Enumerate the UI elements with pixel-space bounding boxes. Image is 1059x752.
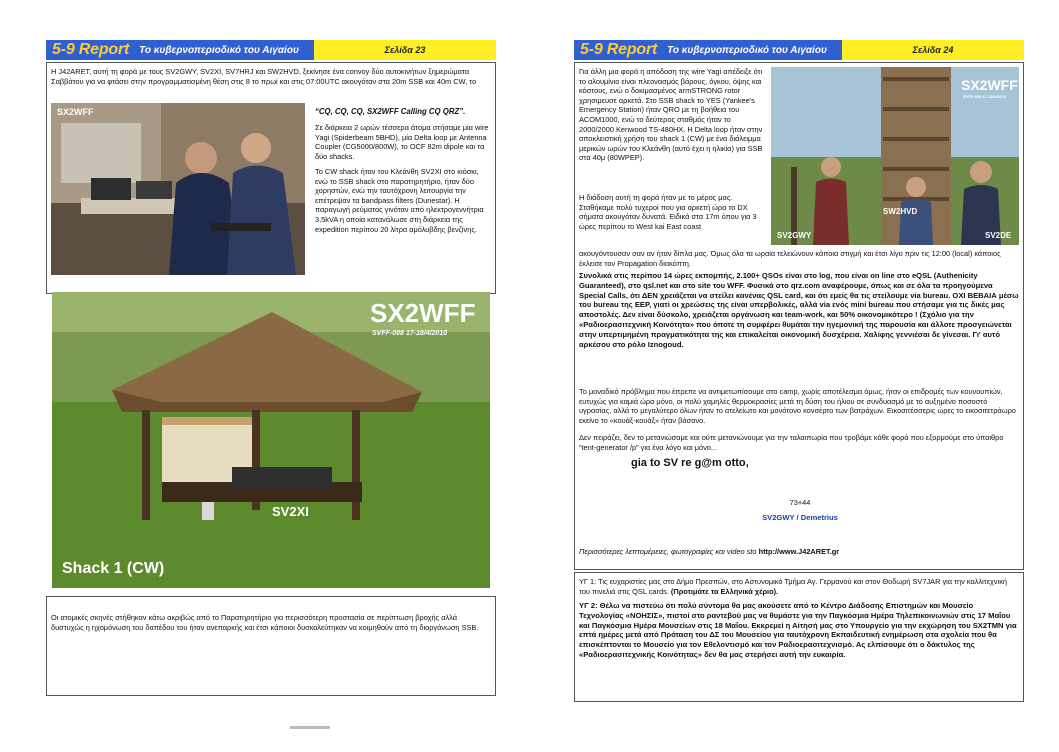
left-top-box <box>46 62 496 294</box>
signature-number: 73+44 <box>789 498 811 507</box>
right-magazine-subtitle: Το κυβερνοπεριοδικό του Αιγαίου <box>667 44 827 56</box>
photo3-label-c: SV2DE <box>985 231 1012 240</box>
right-ps-box <box>574 572 1024 702</box>
photo2-operator: SV2XI <box>272 504 309 519</box>
right-para-no-regrets: Δεν πειράζει, δεν το μετανιώσαμε και ούτε μετανιώνουμε για την ταλαιπωρία που τροβάμε κάθε φορά που εξορμούμε στο ύπαιθρο “tent-generator /p” για ένα λόγο και μόνο... <box>579 433 1004 452</box>
photo-kiosk-shack <box>52 292 490 588</box>
right-para-propagation-cont: ακουγόντουσαν σαν αν ήταν δίπλα μας. Όμως όλα τα ωραία τελειώνουν κάποια στιγμή και έτσι λίγο πριν τις 12:00 (local) κάποιος έκλεισε τον Propagation διακόπτη. <box>579 249 1001 268</box>
left-page <box>46 40 496 720</box>
photo3-reference: SVFF-008 17-18/4/2010 <box>963 94 1006 99</box>
photo2-reference: SVFF-008 17-18/4/2010 <box>372 330 448 337</box>
scan-mark <box>290 726 330 729</box>
right-para-propagation: Η διάδοση αυτή τη φορά ήταν με το μέρος μας. Σταθήκαμε πολύ τυχεροί που για αρκετή ώρα το DX σήματα ακουγόταν δυνατά. Ειδικά στα 17m όπου για 3 ώρες περίπου το West kai East coast <box>579 193 757 231</box>
left-page-number: Σελίδα 23 <box>314 40 496 60</box>
right-slogan: gia to SV re g@m otto, <box>631 457 749 469</box>
right-page <box>574 40 1024 720</box>
photo2-caption: Shack 1 (CW) <box>62 560 165 577</box>
photo1-label: SX2WFF <box>57 107 94 117</box>
ps2-text: ΥΓ 2: Θέλω να πιστεύω ότι πολύ σύντομα θα μας ακούσετε από το Κέντρο Διάδοσης Επιστημών και Μουσείο Τεχνολογίας «ΝΟΗΣΙΣ», πιστοί στο ραντεβού μας να θυμάστε για την Παγκόσμια Ημέρα Τηλεπικοινωνιών στις 17 Μαΐου και Παγκόσμια Ημέρα Μουσείων στις 18 Μαΐου. Εκκρεμεί η Αίτησή μας στο Υπουργείο για την εκχώρηση του SX2TMN για επτά ημέρες μετά από Πρόταση του ΔΣ του Μουσείου για ταυτόχρονη Εκπαιδευτική ενημέρωση στα σχολεία που θα επισκέπτονται το Μουσείο για τον Εθελοντισμό και τον Ραδιοερασιτεχνισμό. Ας ελπίσουμε ότι ο δάκτυλος της «Ραδιοερασιτεχνικής Κοινότητας» δεν θα μας στερήσει αυτή την ευκαιρία. <box>579 601 1017 659</box>
right-header <box>574 40 1024 60</box>
photo-shack-operators <box>51 103 305 275</box>
photo2-callsign: SX2WFF <box>370 298 476 328</box>
ps1-bold: (Προτιμάτε τα Ελληνικά χέριο). <box>670 586 779 596</box>
photo3-label-b: SW2HVD <box>883 207 918 216</box>
photo3-label-a: SV2GWY <box>777 231 812 240</box>
left-footer-text: Οι ατομικές σκηνές στήθηκαν κάτω ακριβώς από το Παρατηρητήριο για περισσότερη προστασία σε περίπτωση βροχής αλλά δυστυχώς η ηχομόνωση του δαπέδου του ήταν ανεπαρκής και έτσι κάποιοι δυσκολεύτηκαν να κοιμηθούν από τη διοργάνωση SSB. <box>51 613 479 632</box>
ps1-plain: ΥΓ 1: Τις ευχαριστίες μας στο Δήμο Πρεσπών, στο Αστυνομικό Τμήμα Αγ. Γερμανού και στον Θοδωρή SV7JAR για την καλλιτεχνική του πινελιά στις QSL cards. <box>579 577 1008 596</box>
right-qsl-info: Συνολικά στις περίπου 14 ώρες εκπομπής, 2.100+ QSOs είναι στο log, που είναι on line στο eQSL (Authenicity Guaranteed), στο qsl.net και στο site του WFF. Φυσικά στο qrz.com αναφέρουμε, όπως και σε όλα τα προηγούμενα Special Calls, ότι ΔΕΝ χρειάζεται να στείλει κανένας QSL card, και ότι εμείς θα τις στείλουμε via bureau. ΟΧΙ ΒΕΒΑΙΑ μέσω του bureau της ΕΕΡ, γιατί οι χρεώσεις της είναι υπερβολικές, αλλά via ενός mini bureau που στήσαμε για τις δικές μας αποστολές. Δεν είναι δύσκολο, χρειάζεται οργάνωση και team-work, και 50% οικονομικότερο ! (Σχόλιο για την «Ραδιοερασιτεχνική Κοινότητα» που όποτε τη συμφέρει θυμάται την ηγεμονική της παρουσία και άλλοτε προσγειώνεται στην υπερτιμημένη πραγματικότητα της και επικαλείται οικονομική δυσχέρεια. Χαλίφης γεννιέσαι δε γίνεσαι. Γι' αυτό αρκέσου στο ρόλο Iznogoud. <box>579 271 1019 349</box>
photo3-callsign: SX2WFF <box>961 77 1018 93</box>
right-para-problems: Το μοναδικό πρόβλημα που έπρεπε να αντιμετωπίσουμε στο camp, χωρίς αποτέλεσμα όμως, ήταν οι επιδρομές των κουνουπιών, ευτυχώς για καμιά ώρα μόνο, οι πολύ χαμηλές θερμοκρασίες μετά τη δύση του ήλιου σε συνδυασμό με το αυξημένο ποσοστό υγρασίας, αλλά το μεγαλύτερο όλων ήταν το ατελείωτο και μονότονο κονσέρτο των βατράχων. Εικοσιτέσσερις ώρες το εικοσιτετράωρο εκείνο το «κουάξ-κουάξ» ήταν βάσανο. <box>579 387 1016 425</box>
left-magazine-title: 5-9 Report <box>52 41 130 58</box>
left-header <box>46 40 496 60</box>
signature-name: SV2GWY / Demetrius <box>762 513 838 522</box>
cq-call-text: “CQ, CQ, CQ, SX2WFF Calling CQ QRZ”. <box>315 107 466 116</box>
left-para-antennas: Σε διάρκεια 2 ωρών τέσσερα άτομα στήσαμε μία wire Yagi (Spiderbeam 5BHD), μία Delta loop με Antenna Coupler (CG5000/800W), το OCF 82m dipole και τα δύο shacks. <box>315 123 489 161</box>
photo-tower-operators <box>771 67 1019 245</box>
left-footer-box <box>46 596 496 696</box>
photo-shack-operators-image <box>51 103 305 275</box>
more-info-text: Περισσότερες λεπτομέρειες, φωτογραφίες και video sto <box>579 547 759 556</box>
left-para-shacks: Το CW shack ήταν του Κλεάνθη SV2XI στο κιόσκι, ενώ το SSB shack στο παρατηρητήριο, ήταν δύο χορηστών, ενώ την ταυτόχρονη λειτουργία την επέτρεψαν τα bandpass filters (Dunestar). Η παραγωγή ρεύματος γινόταν από ηλεκτρογεννήτρια 3,5kVA η οποία κατανάλωσε στη διάρκεια της expedition περίπου 20 λίτρα αμόλυβδης βενζίνης. <box>315 167 484 234</box>
left-magazine-subtitle: Το κυβερνοπεριοδικό του Αιγαίου <box>139 44 299 56</box>
right-header-brand <box>574 40 842 60</box>
more-info-line <box>579 547 1019 557</box>
right-para-yagi: Για άλλη μια φορά η απόδοση της wire Yagi απέδειξε ότι το αλουμίνιο είναι πλεονασμός βάρους, όγκου, όψης και κόστους, ενώ ο δοκιμασμένος armSTRONG rotor χρησιμευσε αρκετά. Στο SSB shack το YES (Yankee's Emergency Station) ήταν QRO με τη βοήθεια του ACOM1000, ενώ το δεύτερος σταθμός ήταν το 2000/2000 Kenwood TS-480HX. Η Delta loop ήταν στην αποκλειστική χρήση του shack 1 (CW) με ένα διάλειμμα μερικών ωρών του Κλεάνθη (αυτό έχει η ηλικία) για SSB στα 40μ (80WPEP). <box>579 67 763 163</box>
website-link[interactable]: http://www.J42ARET.gr <box>758 547 840 556</box>
left-header-brand <box>46 40 314 60</box>
right-page-number: Σελίδα 24 <box>842 40 1024 60</box>
right-main-box <box>574 62 1024 570</box>
right-magazine-title: 5-9 Report <box>580 41 658 58</box>
ps1-text <box>579 577 1019 596</box>
left-intro-text: Η J42ARET, αυτή τη φορά με τους SV2GWY, SV2XI, SV7HRJ και SW2HVD, ξεκίνησε ένα convoy δύο αυτοκινήτων ξημερώματα Σαββάτου για να φτάσει στην προγραμματισμένη θέση στις 8 το πρωί και στις 07:00UTC ακουγόταν στα 20m SSB και 40m CW, το <box>51 67 477 86</box>
